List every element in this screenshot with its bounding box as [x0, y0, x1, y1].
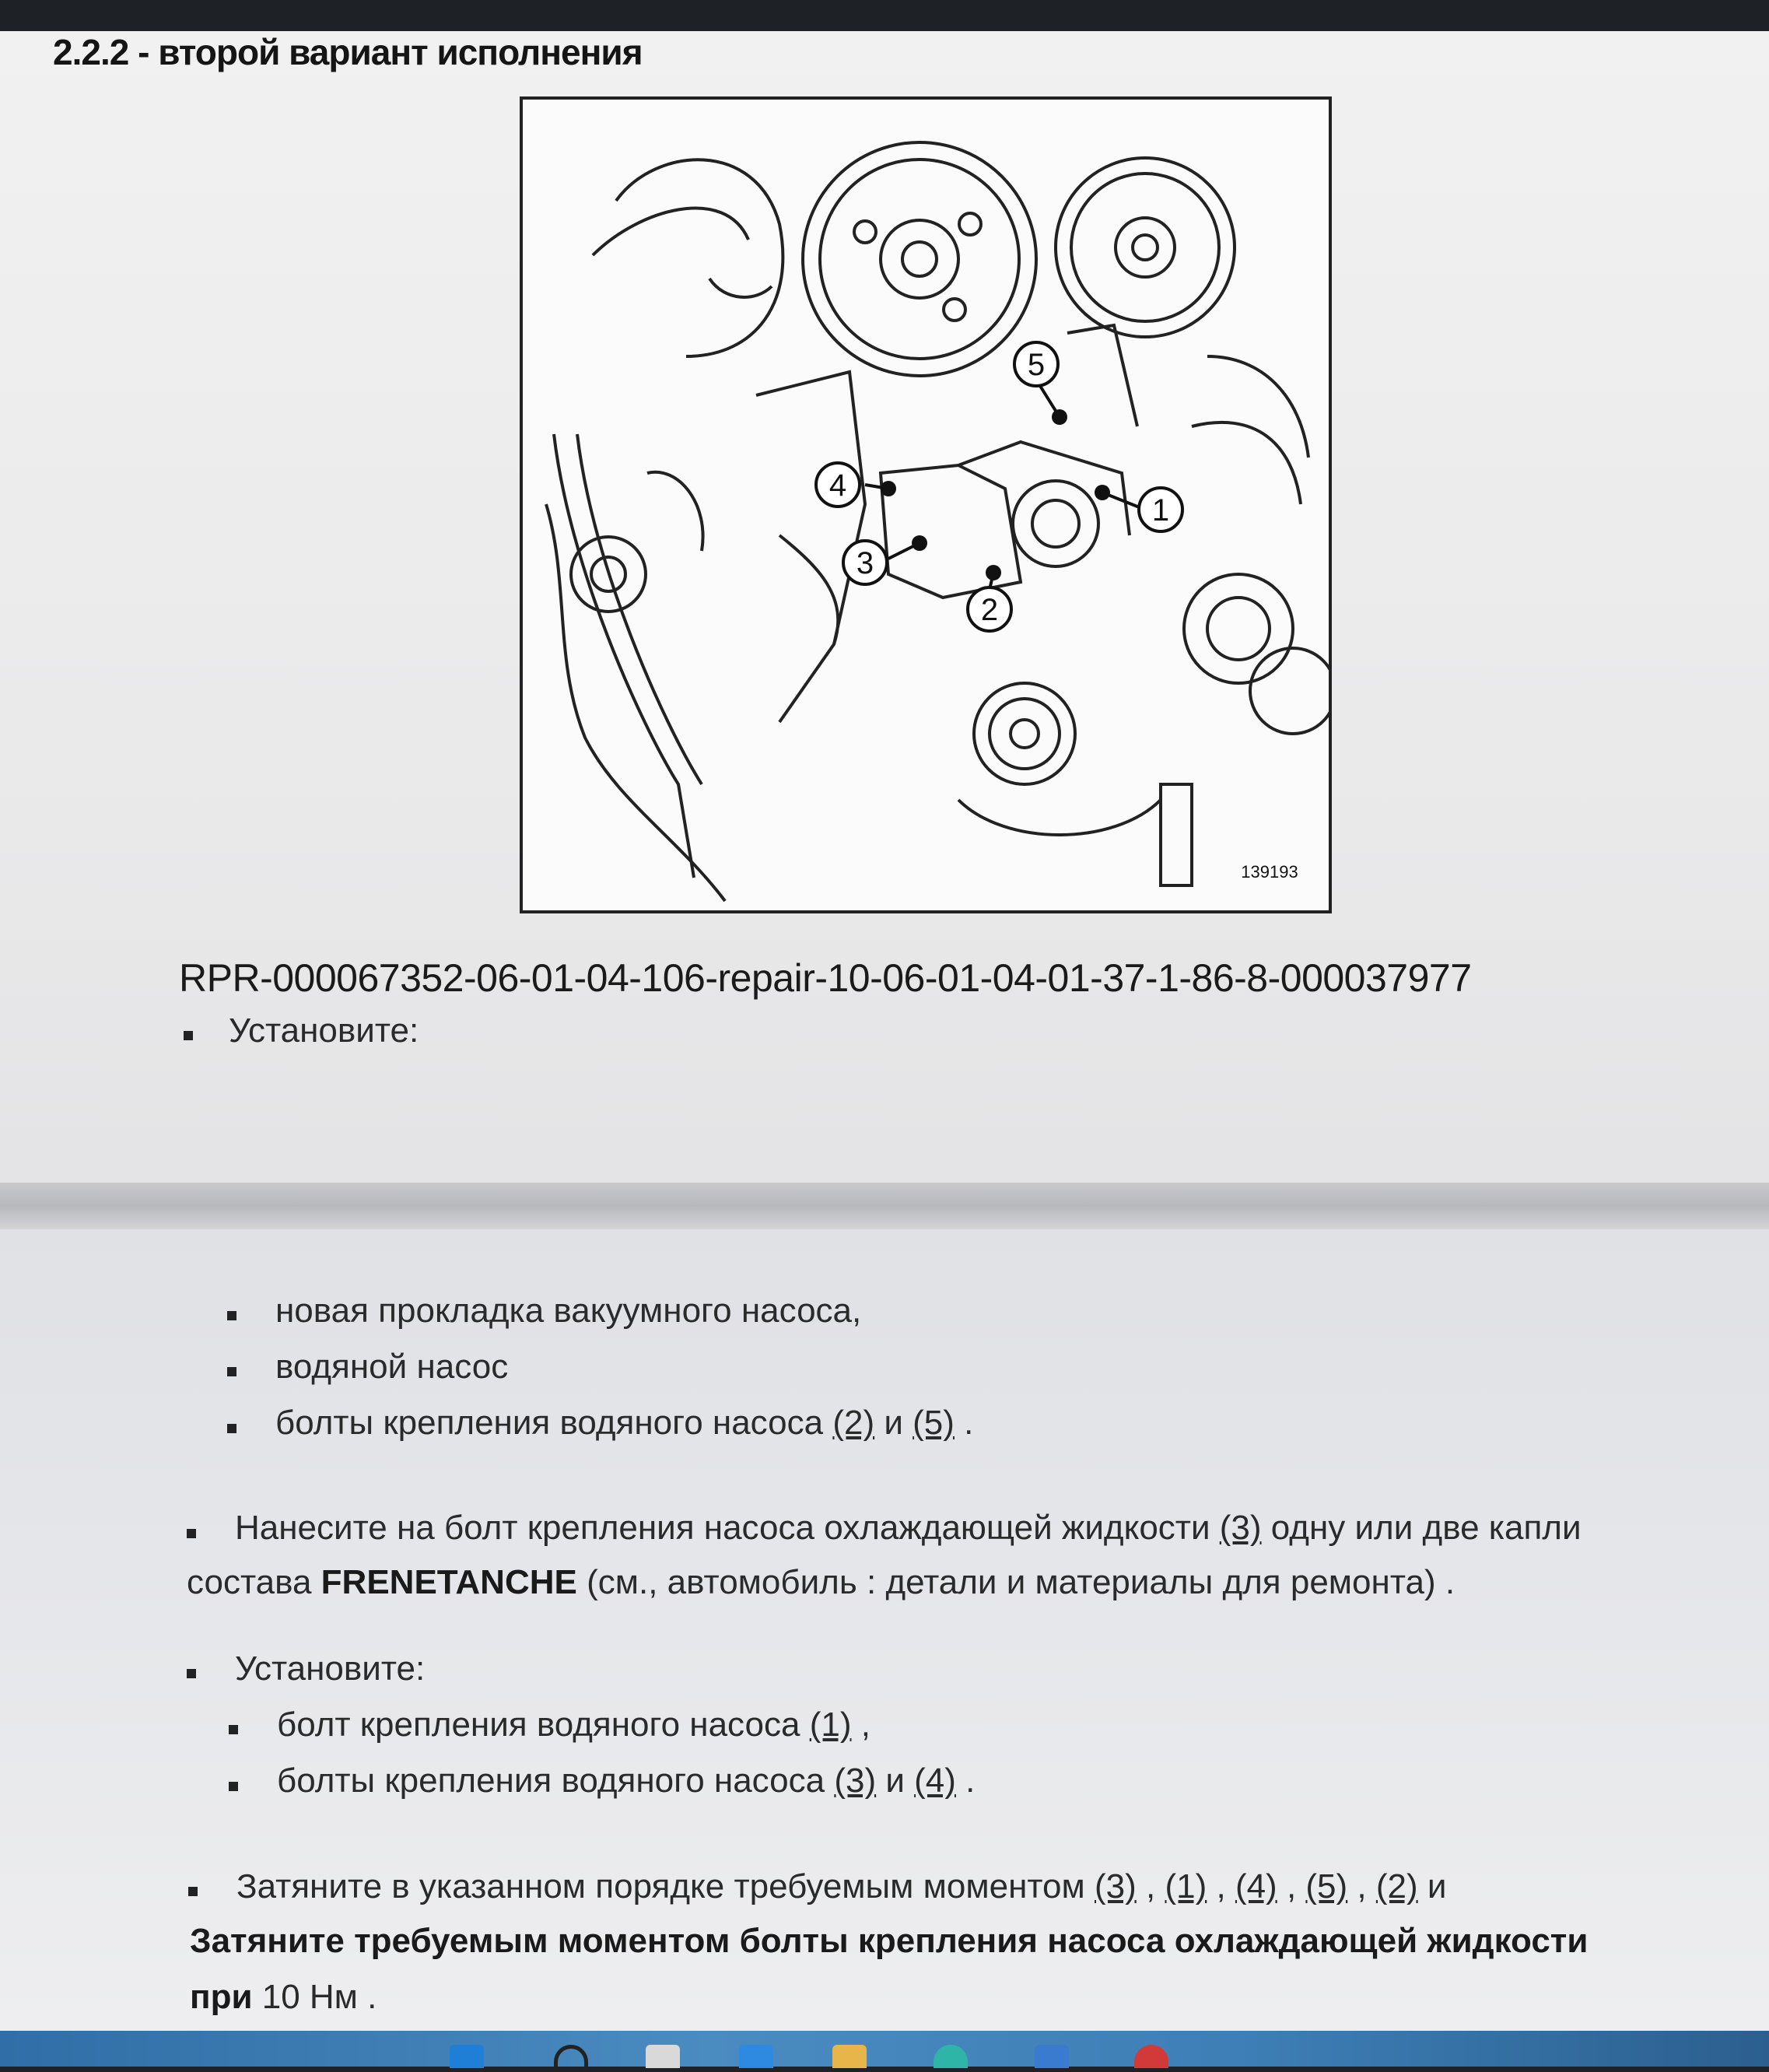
list-item — [277, 1702, 870, 1747]
callout-4: 4 — [828, 468, 847, 503]
list-item — [277, 1758, 975, 1803]
engine-drawing — [523, 100, 1329, 910]
bullet — [229, 1725, 238, 1734]
separator: , — [1347, 1867, 1376, 1905]
page-break — [0, 1183, 1769, 1229]
separator: , — [1136, 1867, 1165, 1905]
widgets-icon[interactable] — [739, 2045, 773, 2068]
item-text: и — [876, 1762, 915, 1800]
bullet — [188, 1887, 198, 1896]
product-name: FRENETANCHE — [321, 1563, 577, 1601]
bullet — [184, 1031, 193, 1040]
ref-link[interactable]: (3) — [834, 1762, 877, 1800]
item-text: и — [874, 1404, 913, 1442]
bullet — [227, 1367, 236, 1376]
search-icon[interactable] — [554, 2045, 588, 2072]
callout-2: 2 — [980, 593, 999, 627]
browser-icon[interactable] — [934, 2045, 968, 2068]
bullet — [187, 1669, 196, 1678]
instruction-line — [235, 1506, 1582, 1550]
figure-code: 139193 — [1241, 862, 1298, 882]
item-text: . — [954, 1404, 974, 1442]
bullet — [227, 1311, 236, 1320]
ref-link[interactable]: (3) — [1219, 1509, 1262, 1547]
ref-link[interactable]: (1) — [809, 1706, 852, 1744]
instruction-line — [187, 1560, 1455, 1604]
ref-link[interactable]: (3) — [1095, 1867, 1137, 1905]
torque-value: 10 Нм . — [252, 1978, 377, 2016]
torque-instruction: Затяните требуемым моментом болты крепления насоса охлаждающей жидкости — [190, 1922, 1589, 1960]
file-explorer-icon[interactable] — [832, 2045, 867, 2068]
store-icon[interactable] — [1035, 2045, 1069, 2068]
callout-3: 3 — [856, 546, 874, 580]
instruction-text: одну или две капли — [1261, 1509, 1582, 1547]
water-pump — [1013, 481, 1098, 566]
instruction-text: Затяните в указанном порядке требуемым моментом — [236, 1867, 1095, 1905]
task-view-icon[interactable] — [646, 2045, 680, 2068]
list-item — [275, 1401, 973, 1445]
item-text: , — [851, 1706, 870, 1744]
bullet — [187, 1529, 196, 1538]
ref-link[interactable]: (1) — [1165, 1867, 1207, 1905]
document-reference: RPR-000067352-06-01-04-106-repair-10-06-01-04-01-37-1-86-8-000037977 — [179, 956, 1472, 1000]
instruction-text: Нанесите на болт крепления насоса охлаждающей жидкости — [235, 1509, 1220, 1547]
instruction-line — [190, 1975, 377, 2019]
instruction-line — [236, 1864, 1446, 1909]
bullet — [229, 1782, 238, 1791]
cam-sprocket-left — [803, 142, 1036, 376]
ref-link[interactable]: (4) — [1235, 1867, 1277, 1905]
ref-link[interactable]: (4) — [914, 1762, 956, 1800]
app-icon[interactable] — [1134, 2045, 1168, 2068]
instruction-line — [190, 1919, 1588, 1963]
taskbar — [0, 2031, 1769, 2067]
document-viewer — [0, 31, 1769, 2031]
item-text: . — [955, 1762, 976, 1800]
engine-diagram — [520, 96, 1332, 913]
callout-1: 1 — [1151, 493, 1170, 528]
instruction-text: и — [1417, 1867, 1447, 1905]
page-lower — [0, 1229, 1769, 2031]
ref-link[interactable]: (5) — [913, 1404, 955, 1442]
separator: , — [1277, 1867, 1306, 1905]
section-heading: 2.2.2 - второй вариант исполнения — [53, 32, 643, 72]
ref-link[interactable]: (5) — [1305, 1867, 1348, 1905]
instruction-text: (см., автомобиль : детали и материалы для ремонта) . — [576, 1563, 1455, 1601]
install-label: Установите: — [235, 1650, 426, 1688]
list-item: новая прокладка вакуумного насоса, — [275, 1292, 862, 1330]
item-text: болты крепления водяного насоса — [277, 1762, 835, 1800]
list-item: водяной насос — [275, 1348, 509, 1386]
callout-5: 5 — [1027, 348, 1046, 382]
item-text: болты крепления водяного насоса — [275, 1404, 833, 1442]
torque-instruction: при — [190, 1978, 253, 2016]
install-label: Установите: — [229, 1011, 419, 1050]
ref-link[interactable]: (2) — [1375, 1867, 1418, 1905]
cam-sprocket-right — [1056, 158, 1235, 337]
bullet — [227, 1424, 236, 1433]
start-icon[interactable] — [450, 2045, 484, 2068]
instruction-text: состава — [187, 1563, 321, 1601]
separator: , — [1207, 1867, 1235, 1905]
item-text: болт крепления водяного насоса — [277, 1706, 810, 1744]
ref-link[interactable]: (2) — [832, 1404, 875, 1442]
